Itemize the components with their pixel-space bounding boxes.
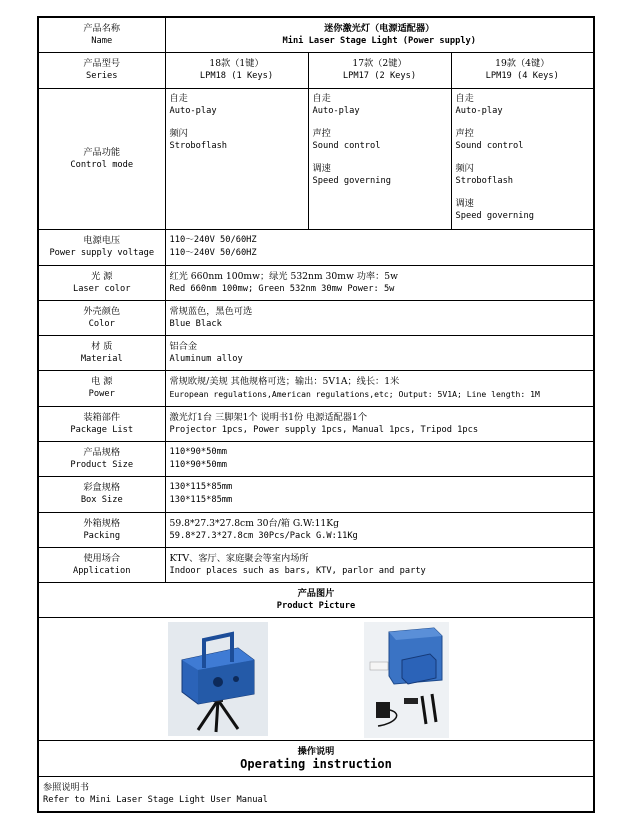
label-en: Power <box>88 389 115 399</box>
product-title <box>165 17 594 52</box>
label-cn: 材 质 <box>91 340 113 352</box>
mode-en: Auto-play <box>455 105 503 116</box>
label-name <box>38 17 165 52</box>
control-lpm19 <box>451 88 594 229</box>
spec-value <box>165 370 594 406</box>
label-control <box>38 88 165 229</box>
label-en: Package List <box>70 424 134 435</box>
label-en: Box Size <box>80 495 123 505</box>
value-line1: 红光 660nm 100mw；绿光 532nm 30mw 功率：5w <box>169 270 399 282</box>
spec-value <box>165 300 594 335</box>
model-lpm19 <box>451 52 594 88</box>
row-name <box>38 17 594 52</box>
picture-title-en: Product Picture <box>276 600 356 611</box>
spec-value <box>165 265 594 300</box>
label-cn: 光 源 <box>91 270 113 282</box>
value-line2: European regulations,American regulations,etc; Output: 5V1A; Line length: 1M <box>169 389 540 399</box>
mode-en: Sound control <box>455 140 524 151</box>
model-en: LPM18 (1 Keys) <box>199 71 274 81</box>
mode-en: Stroboflash <box>169 140 228 151</box>
row-operating-content <box>38 776 594 812</box>
mode-cn: 自走 <box>169 92 188 104</box>
label-en: Series <box>86 71 118 81</box>
title-en: Mini Laser Stage Light (Power supply) <box>282 35 477 46</box>
spec-label <box>38 229 165 265</box>
spec-label <box>38 441 165 476</box>
label-cn: 产品名称 <box>83 22 121 34</box>
operating-title-en: Operating instruction <box>240 757 392 771</box>
value-line1: 常规欧规/美规 其他规格可选；输出：5V1A；线长：1米 <box>169 376 400 387</box>
spec-value <box>165 335 594 370</box>
row-power <box>38 370 594 406</box>
row-package-list <box>38 406 594 441</box>
row-product-picture <box>38 617 594 740</box>
operating-content <box>38 776 594 812</box>
label-cn: 产品型号 <box>83 58 121 69</box>
picture-heading <box>38 582 594 617</box>
value-line2: 59.8*27.3*27.8cm 30Pcs/Pack G.W:11Kg <box>169 530 358 541</box>
row-application <box>38 547 594 582</box>
label-cn: 电源电压 <box>83 235 121 246</box>
mode-en: Sound control <box>312 140 381 151</box>
spec-label <box>38 335 165 370</box>
spec-table <box>37 16 595 813</box>
label-en: Name <box>91 35 113 46</box>
spec-value <box>165 441 594 476</box>
value-line1: KTV、客厅、家庭聚会等室内场所 <box>169 552 309 564</box>
picture-cell <box>38 617 594 740</box>
model-lpm18 <box>165 52 308 88</box>
mode-cn: 调速 <box>312 162 331 174</box>
row-operating-title <box>38 740 594 776</box>
spec-sheet <box>37 16 593 813</box>
product-photo-projector <box>168 622 268 736</box>
row-laser-color <box>38 265 594 300</box>
value-line1: 130*115*85mm <box>169 482 233 492</box>
row-material <box>38 335 594 370</box>
row-series <box>38 52 594 88</box>
model-cn: 17款（2键） <box>352 58 407 69</box>
row-control-mode <box>38 88 594 229</box>
row-color <box>38 300 594 335</box>
mode-en: Stroboflash <box>455 175 514 186</box>
spec-label <box>38 476 165 512</box>
label-cn: 电 源 <box>91 376 113 387</box>
product-photo-package <box>364 622 449 738</box>
value-line2: Red 660nm 100mw; Green 532nm 30mw Power: 5w <box>169 283 395 294</box>
spec-label <box>38 300 165 335</box>
mode-en: Auto-play <box>312 105 360 116</box>
operating-heading <box>38 740 594 776</box>
model-cn: 18款（1键） <box>209 58 264 69</box>
model-cn: 19款（4键） <box>495 58 550 69</box>
label-en: Power supply voltage <box>49 248 155 258</box>
value-line2: 130*115*85mm <box>169 495 233 505</box>
value-line1: 铝合金 <box>169 340 198 352</box>
value-line2: Aluminum alloy <box>169 353 243 364</box>
model-lpm17 <box>308 52 451 88</box>
value-line1: 激光灯1台 三脚架1个 说明书1份 电源适配器1个 <box>169 411 368 423</box>
row-packing <box>38 512 594 547</box>
package-contents-image <box>364 622 449 738</box>
value-line1: 110～240V 50/60HZ <box>169 235 257 245</box>
label-en: Control mode <box>70 159 134 170</box>
value-line2: 110～240V 50/60HZ <box>169 248 257 258</box>
spec-label <box>38 547 165 582</box>
spec-value <box>165 547 594 582</box>
mode-cn: 频闪 <box>455 162 474 174</box>
label-en: Application <box>72 565 131 576</box>
laser-projector-image <box>168 622 268 736</box>
model-en: LPM19 (4 Keys) <box>485 71 559 81</box>
mode-cn: 频闪 <box>169 127 188 139</box>
mode-cn: 自走 <box>312 92 331 104</box>
mode-en: Speed governing <box>455 210 534 221</box>
label-en: Product Size <box>70 459 134 470</box>
mode-cn: 声控 <box>455 127 474 139</box>
mode-cn: 调速 <box>455 197 474 209</box>
control-lpm18 <box>165 88 308 229</box>
label-en: Laser color <box>72 283 131 294</box>
spec-label <box>38 406 165 441</box>
label-series <box>38 52 165 88</box>
row-product-picture-title <box>38 582 594 617</box>
value-line2: 110*90*50mm <box>169 459 228 470</box>
value-line2: Indoor places such as bars, KTV, parlor and party <box>169 565 426 576</box>
operating-line2: Refer to Mini Laser Stage Light User Manual <box>43 794 268 805</box>
label-cn: 产品功能 <box>83 146 121 158</box>
label-cn: 外壳颜色 <box>83 305 121 317</box>
spec-value <box>165 476 594 512</box>
mode-cn: 自走 <box>455 92 474 104</box>
row-product-size <box>38 441 594 476</box>
spec-label <box>38 265 165 300</box>
label-cn: 使用场合 <box>83 552 121 564</box>
label-cn: 外箱规格 <box>83 517 121 529</box>
mode-en: Speed governing <box>312 175 391 186</box>
label-cn: 装箱部件 <box>83 411 121 423</box>
value-line2: Blue Black <box>169 318 222 329</box>
value-line1: 110*90*50mm <box>169 446 228 457</box>
spec-value <box>165 229 594 265</box>
operating-title-cn: 操作说明 <box>297 746 335 757</box>
value-line1: 59.8*27.3*27.8cm 30台/箱 G.W:11Kg <box>169 517 340 529</box>
row-box-size <box>38 476 594 512</box>
label-en: Packing <box>83 530 121 541</box>
operating-line1: 参照说明书 <box>43 781 89 793</box>
model-en: LPM17 (2 Keys) <box>342 71 417 81</box>
spec-label <box>38 370 165 406</box>
value-line2: Projector 1pcs, Power supply 1pcs, Manual 1pcs, Tripod 1pcs <box>169 424 479 435</box>
label-en: Color <box>88 318 115 329</box>
picture-title-cn: 产品图片 <box>297 587 335 599</box>
spec-label <box>38 512 165 547</box>
spec-value <box>165 406 594 441</box>
spec-value <box>165 512 594 547</box>
label-en: Material <box>80 353 123 364</box>
label-cn: 彩盒规格 <box>83 482 121 493</box>
label-cn: 产品规格 <box>83 446 121 458</box>
mode-cn: 声控 <box>312 127 331 139</box>
value-line1: 常规蓝色，黑色可选 <box>169 305 253 317</box>
row-power-supply-voltage <box>38 229 594 265</box>
mode-en: Auto-play <box>169 105 217 116</box>
title-cn: 迷你激光灯（电源适配器） <box>324 22 435 34</box>
control-lpm17 <box>308 88 451 229</box>
